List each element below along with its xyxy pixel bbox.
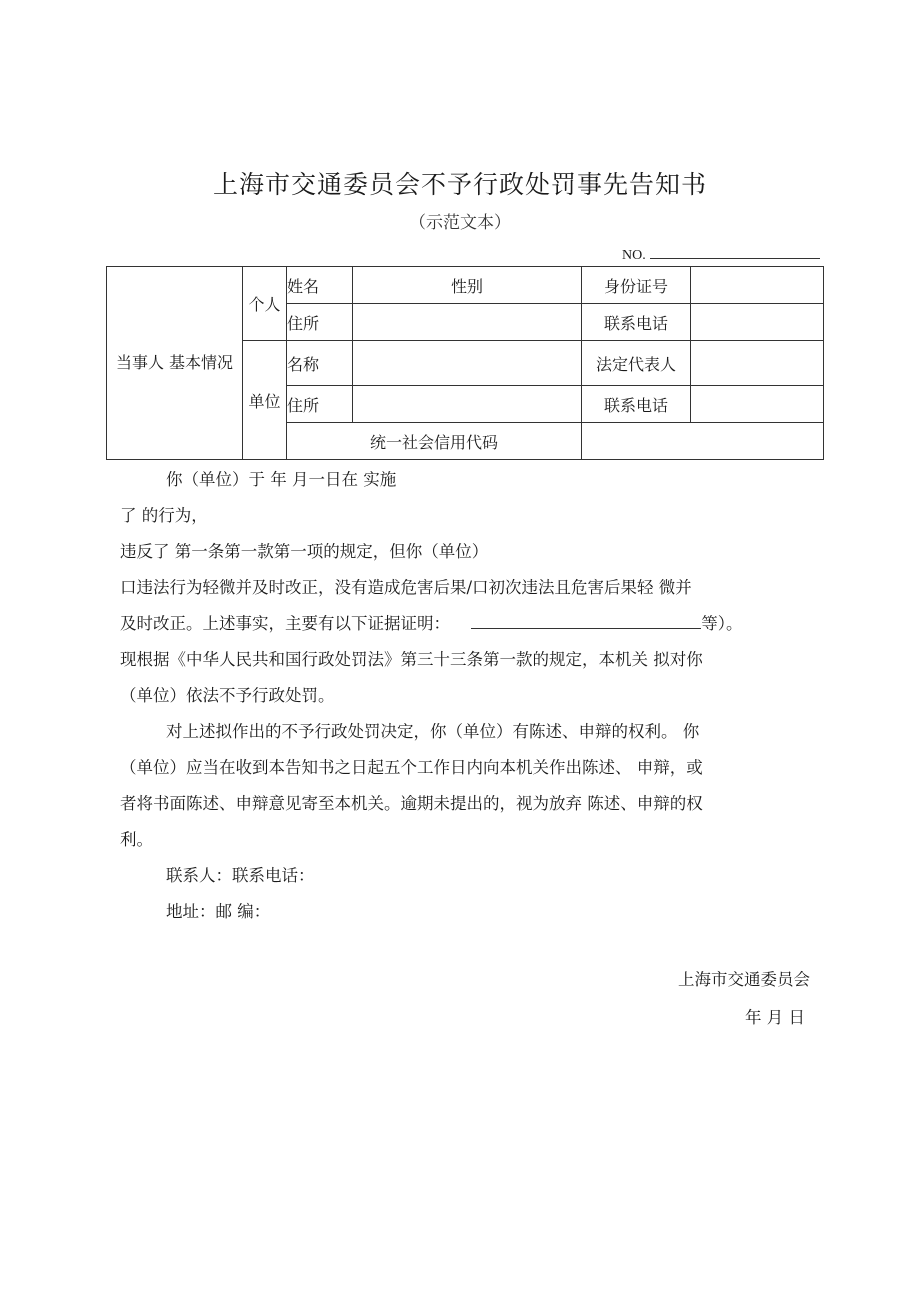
unit-label: 单位 <box>248 391 281 411</box>
document-subtitle: （示范文本） <box>409 213 511 233</box>
evidence-intro: 及时改正。上述事实，主要有以下证据证明： <box>120 614 450 633</box>
unit-phone-field[interactable] <box>691 386 824 423</box>
individual-label-cell <box>243 267 287 341</box>
unit-phone-label: 联系电话 <box>582 386 691 423</box>
body-line-7: （单位）依法不予行政处罚。 <box>120 686 335 705</box>
body-line-3: 违反了 第一条第一款第一项的规定，但你（单位） <box>120 542 489 561</box>
party-label: 当事人 基本情况 <box>115 353 234 372</box>
unit-name-label: 名称 <box>287 341 353 386</box>
document-number <box>622 246 820 264</box>
signature-org: 上海市交通委员会 <box>678 970 810 989</box>
signature-date: 年 月 日 <box>745 1008 805 1027</box>
unit-label-cell <box>243 341 287 460</box>
evidence-end: 等）。 <box>701 614 743 633</box>
unit-address-field[interactable] <box>353 386 582 423</box>
body-line-1: 你（单位）于 年 月一日在 实施 <box>166 470 397 489</box>
body-line-9: （单位）应当在收到本告知书之日起五个工作日内向本机关作出陈述、 申辩，或 <box>120 758 703 777</box>
address-line: 地址：邮 编： <box>166 902 271 921</box>
body-line-11: 利。 <box>120 830 153 849</box>
unit-name-field[interactable] <box>353 341 582 386</box>
body-line-6: 现根据《中华人民共和国行政处罚法》第三十三条第一款的规定，本机关 拟对你 <box>120 650 703 669</box>
party-label-cell <box>107 267 243 460</box>
phone-field[interactable] <box>691 304 824 341</box>
address-label: 住所 <box>287 304 353 341</box>
unit-address-label: 住所 <box>287 386 353 423</box>
legal-rep-label: 法定代表人 <box>582 341 691 386</box>
individual-label: 个人 <box>248 295 281 314</box>
id-number-field[interactable] <box>691 267 824 304</box>
number-label: NO. <box>622 248 646 263</box>
name-label: 姓名 <box>287 267 353 304</box>
address-field[interactable] <box>353 304 582 341</box>
id-number-label: 身份证号 <box>582 267 691 304</box>
credit-code-field[interactable] <box>582 423 824 460</box>
evidence-blank[interactable] <box>471 614 701 629</box>
legal-rep-field[interactable] <box>691 341 824 386</box>
body-line-8: 对上述拟作出的不予行政处罚决定，你（单位）有陈述、申辩的权利。 你 <box>166 722 700 741</box>
body-line-5 <box>120 614 822 634</box>
phone-label: 联系电话 <box>582 304 691 341</box>
gender-label: 性别 <box>353 267 582 304</box>
contact-line: 联系人：联系电话： <box>166 866 315 885</box>
body-line-2: 了 的行为， <box>120 506 208 525</box>
party-info-table <box>106 266 824 460</box>
body-line-4: 口违法行为轻微并及时改正，没有造成危害后果/口初次违法且危害后果轻 微并 <box>120 578 692 597</box>
document-title: 上海市交通委员会不予行政处罚事先告知书 <box>212 170 707 199</box>
body-line-10: 者将书面陈述、申辩意见寄至本机关。逾期未提出的，视为放弃 陈述、申辩的权 <box>120 794 703 813</box>
credit-code-label: 统一社会信用代码 <box>287 423 582 460</box>
number-blank[interactable] <box>650 246 820 259</box>
